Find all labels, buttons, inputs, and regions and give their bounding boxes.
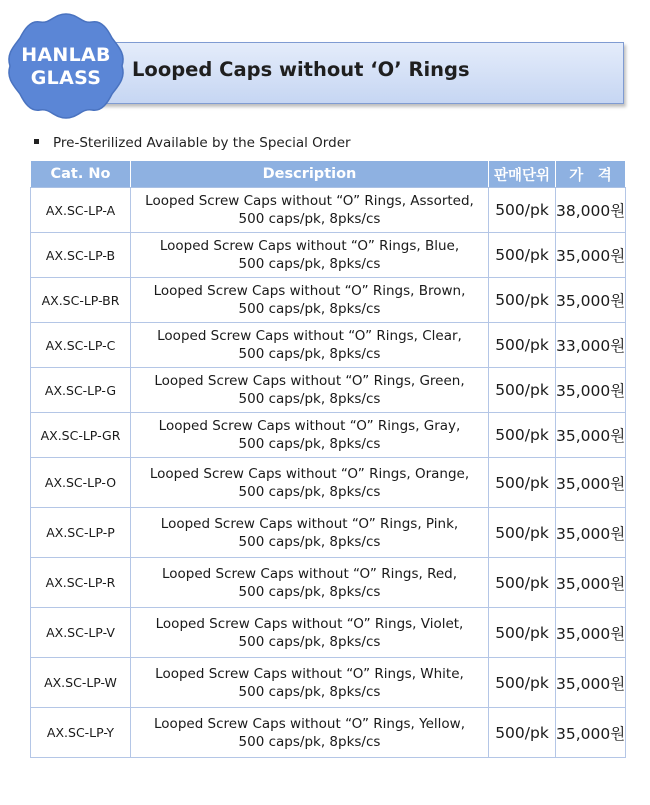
description-cell: [131, 658, 489, 708]
hanlab-glass-logo: [4, 10, 128, 122]
cat-no-cell: AX.SC-LP-A: [31, 188, 131, 233]
price-cell: 35,000원: [556, 278, 626, 323]
description-cell: [131, 233, 489, 278]
special-order-note: [34, 135, 351, 151]
description-line-2: 500 caps/pk, 8pks/cs: [238, 683, 381, 700]
unit-cell: 500/pk: [489, 658, 556, 708]
cat-no-cell: AX.SC-LP-Y: [31, 708, 131, 758]
cat-no-cell: AX.SC-LP-BR: [31, 278, 131, 323]
unit-cell: 500/pk: [489, 323, 556, 368]
unit-cell: 500/pk: [489, 608, 556, 658]
description-line-1: Looped Screw Caps without “O” Rings, Green,: [154, 373, 465, 389]
description-line-2: 500 caps/pk, 8pks/cs: [238, 391, 381, 407]
description-line-2: 500 caps/pk, 8pks/cs: [238, 633, 381, 650]
description-line-2: 500 caps/pk, 8pks/cs: [238, 436, 381, 452]
unit-cell: 500/pk: [489, 458, 556, 508]
price-cell: 35,000원: [556, 413, 626, 458]
header-price: 가 격: [556, 161, 626, 188]
unit-cell: 500/pk: [489, 508, 556, 558]
price-cell: 35,000원: [556, 608, 626, 658]
cat-no-cell: AX.SC-LP-W: [31, 658, 131, 708]
cat-no-cell: AX.SC-LP-P: [31, 508, 131, 558]
description-line-2: 500 caps/pk, 8pks/cs: [238, 533, 381, 550]
unit-cell: 500/pk: [489, 188, 556, 233]
price-cell: 35,000원: [556, 558, 626, 608]
table-row: [31, 278, 626, 323]
description-line-1: Looped Screw Caps without “O” Rings, Assorted,: [145, 193, 474, 209]
cat-no-cell: AX.SC-LP-C: [31, 323, 131, 368]
cat-no-cell: AX.SC-LP-O: [31, 458, 131, 508]
table-row: [31, 233, 626, 278]
description-line-2: 500 caps/pk, 8pks/cs: [238, 346, 381, 362]
description-line-2: 500 caps/pk, 8pks/cs: [238, 583, 381, 600]
cat-no-cell: AX.SC-LP-V: [31, 608, 131, 658]
description-line-1: Looped Screw Caps without “O” Rings, Yellow,: [154, 715, 465, 732]
description-line-1: Looped Screw Caps without “O” Rings, Pink,: [160, 515, 459, 532]
description-cell: [131, 278, 489, 323]
price-cell: 33,000원: [556, 323, 626, 368]
price-cell: 35,000원: [556, 458, 626, 508]
description-line-2: 500 caps/pk, 8pks/cs: [238, 211, 381, 227]
bullet-icon: [34, 139, 39, 144]
table-row: [31, 368, 626, 413]
header-cat-no: Cat. No: [31, 161, 131, 188]
description-line-2: 500 caps/pk, 8pks/cs: [238, 483, 381, 500]
unit-cell: 500/pk: [489, 233, 556, 278]
description-line-1: Looped Screw Caps without “O” Rings, Violet,: [155, 615, 464, 632]
table-row: [31, 323, 626, 368]
description-cell: [131, 608, 489, 658]
description-line-1: Looped Screw Caps without “O” Rings, Brown,: [153, 283, 466, 299]
unit-cell: 500/pk: [489, 708, 556, 758]
description-cell: [131, 413, 489, 458]
unit-cell: 500/pk: [489, 368, 556, 413]
cat-no-cell: AX.SC-LP-R: [31, 558, 131, 608]
table-row: [31, 658, 626, 708]
price-cell: 38,000원: [556, 188, 626, 233]
note-text: Pre-Sterilized Available by the Special Order: [53, 135, 351, 151]
unit-cell: 500/pk: [489, 278, 556, 323]
price-cell: 35,000원: [556, 233, 626, 278]
cat-no-cell: AX.SC-LP-G: [31, 368, 131, 413]
description-line-2: 500 caps/pk, 8pks/cs: [238, 256, 381, 272]
description-cell: [131, 508, 489, 558]
table-header-row: [31, 161, 626, 188]
description-cell: [131, 188, 489, 233]
table-row: [31, 558, 626, 608]
description-cell: [131, 368, 489, 413]
table-row: [31, 508, 626, 558]
price-cell: 35,000원: [556, 368, 626, 413]
description-line-2: 500 caps/pk, 8pks/cs: [238, 733, 381, 750]
cat-no-cell: AX.SC-LP-GR: [31, 413, 131, 458]
description-line-1: Looped Screw Caps without “O” Rings, Red,: [161, 565, 458, 582]
description-line-1: Looped Screw Caps without “O” Rings, Clear,: [157, 328, 462, 344]
table-row: [31, 458, 626, 508]
description-cell: [131, 458, 489, 508]
page-title: Looped Caps without ‘O’ Rings: [132, 58, 470, 81]
unit-cell: 500/pk: [489, 413, 556, 458]
description-cell: [131, 323, 489, 368]
table-row: [31, 413, 626, 458]
price-cell: 35,000원: [556, 708, 626, 758]
table-row: [31, 608, 626, 658]
header-description: Description: [131, 161, 489, 188]
description-line-1: Looped Screw Caps without “O” Rings, White,: [155, 665, 464, 682]
table-row: [31, 708, 626, 758]
logo-line-2: GLASS: [30, 67, 102, 89]
description-cell: [131, 708, 489, 758]
logo-line-1: HANLAB: [21, 44, 111, 66]
description-line-1: Looped Screw Caps without “O” Rings, Orange,: [149, 465, 470, 482]
price-cell: 35,000원: [556, 658, 626, 708]
cat-no-cell: AX.SC-LP-B: [31, 233, 131, 278]
description-line-1: Looped Screw Caps without “O” Rings, Gray,: [158, 418, 461, 434]
description-cell: [131, 558, 489, 608]
header-sales-unit: 판매단위: [489, 161, 556, 188]
unit-cell: 500/pk: [489, 558, 556, 608]
description-line-1: Looped Screw Caps without “O” Rings, Blue,: [159, 238, 460, 254]
description-line-2: 500 caps/pk, 8pks/cs: [238, 301, 381, 317]
table-row: [31, 188, 626, 233]
price-cell: 35,000원: [556, 508, 626, 558]
product-table: [30, 161, 626, 758]
